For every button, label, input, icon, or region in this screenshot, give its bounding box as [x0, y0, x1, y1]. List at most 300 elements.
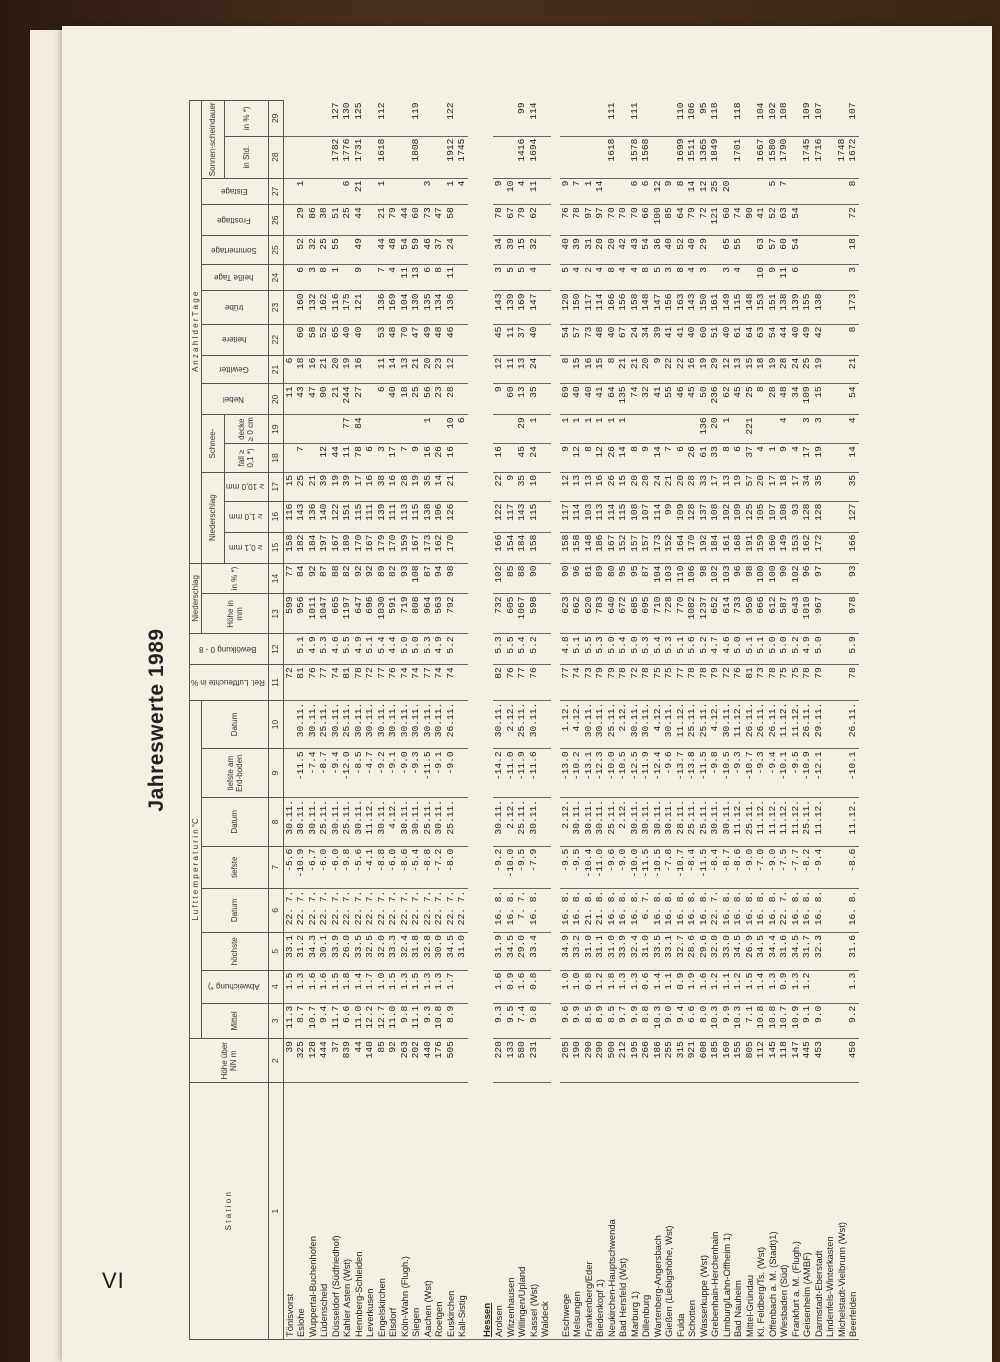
- table-cell: 102: [721, 501, 733, 532]
- table-cell: -11.5: [295, 749, 307, 798]
- table-cell: 88: [516, 563, 528, 594]
- station-name: Hennberg-Schleiden: [353, 1083, 365, 1340]
- table-row: [516, 101, 528, 1340]
- table-cell: 14: [652, 444, 664, 473]
- table-cell: 106: [433, 501, 445, 532]
- table-cell: 121: [353, 291, 365, 324]
- table-cell: 16. 8.: [675, 888, 687, 932]
- table-cell: 127: [847, 501, 859, 532]
- table-cell: 16. 8.: [560, 888, 572, 932]
- table-cell: 25.11.: [606, 798, 618, 847]
- table-cell: [686, 415, 698, 444]
- table-cell: -7.4: [307, 749, 319, 798]
- station-name: Wiesbaden (Süd): [778, 1083, 790, 1340]
- table-cell: [824, 798, 836, 847]
- table-cell: -9.0: [399, 749, 411, 798]
- table-cell: -8.4: [686, 846, 698, 888]
- table-cell: 11.12.: [813, 798, 825, 847]
- table-cell: 1.3: [847, 970, 859, 1003]
- table-cell: 4: [594, 264, 606, 291]
- table-cell: 33.3: [387, 932, 399, 970]
- table-cell: 33.1: [283, 932, 295, 970]
- table-cell: 1: [767, 444, 779, 473]
- table-cell: 115: [732, 291, 744, 324]
- table-cell: 150: [571, 291, 583, 324]
- table-cell: 0.9: [505, 970, 517, 1003]
- table-cell: 49: [422, 324, 434, 355]
- header-datum-2: Datum: [202, 798, 269, 847]
- table-cell: [295, 415, 307, 444]
- station-name: Eslohe: [295, 1083, 307, 1340]
- table-cell: 21: [353, 178, 365, 205]
- table-cell: 8: [629, 444, 641, 473]
- table-cell: 13: [516, 355, 528, 384]
- table-cell: 33.9: [617, 932, 629, 970]
- table-cell: 5.5: [341, 634, 353, 665]
- table-cell: [836, 384, 848, 415]
- station-name: Grebenhain-Herchenhain: [709, 1083, 721, 1340]
- header-eistage: Eistage: [220, 186, 248, 196]
- table-cell: 1011: [307, 594, 319, 634]
- table-cell: 25: [295, 472, 307, 501]
- table-cell: 103: [583, 501, 595, 532]
- table-cell: [456, 205, 468, 236]
- table-cell: [539, 136, 551, 178]
- table-cell: 145: [767, 1039, 779, 1083]
- table-cell: 62: [528, 205, 540, 236]
- table-cell: 10: [445, 415, 457, 444]
- table-cell: 1745: [456, 136, 468, 178]
- table-cell: 100: [652, 205, 664, 236]
- table-cell: 0.6: [640, 970, 652, 1003]
- table-cell: 10.3: [652, 1003, 664, 1038]
- table-cell: [433, 178, 445, 205]
- table-row: [583, 101, 595, 1340]
- table-cell: [836, 888, 848, 932]
- table-cell: [767, 415, 779, 444]
- table-cell: 6: [295, 264, 307, 291]
- table-cell: 22. 7.: [433, 888, 445, 932]
- table-cell: 1067: [516, 594, 528, 634]
- station-name: Düsseldorf (Südfriedhof): [330, 1083, 342, 1340]
- table-cell: 24: [790, 355, 802, 384]
- station-name: Offenbach a. M. (Stadt)1): [767, 1083, 779, 1340]
- table-cell: 81: [341, 665, 353, 700]
- table-cell: 46: [422, 236, 434, 265]
- table-cell: 16. 8.: [617, 888, 629, 932]
- table-cell: 45: [686, 384, 698, 415]
- table-cell: 113: [399, 501, 411, 532]
- table-cell: [283, 264, 295, 291]
- table-cell: [539, 1003, 551, 1038]
- table-cell: 25: [318, 236, 330, 265]
- table-cell: 1618: [606, 136, 618, 178]
- table-row: [399, 101, 411, 1340]
- table-cell: 20: [422, 355, 434, 384]
- table-cell: 21: [663, 472, 675, 501]
- table-cell: [836, 749, 848, 798]
- table-cell: -13.0: [560, 749, 572, 798]
- table-cell: 42: [617, 236, 629, 265]
- table-cell: [640, 415, 652, 444]
- table-cell: 109: [801, 101, 813, 137]
- table-cell: 47: [410, 324, 422, 355]
- table-cell: 11: [283, 384, 295, 415]
- table-cell: [364, 384, 376, 415]
- table-cell: 148: [640, 291, 652, 324]
- table-cell: [307, 101, 319, 137]
- table-cell: 22. 7.: [709, 888, 721, 932]
- table-row: [505, 101, 517, 1340]
- table-cell: 1618: [376, 136, 388, 178]
- table-cell: 89: [376, 563, 388, 594]
- table-cell: 1.6: [318, 970, 330, 1003]
- table-cell: 21: [376, 205, 388, 236]
- table-cell: [744, 178, 756, 205]
- table-cell: [836, 101, 848, 137]
- column-number: 14: [268, 563, 283, 594]
- table-cell: 4: [571, 264, 583, 291]
- table-cell: 15: [813, 384, 825, 415]
- table-cell: 114: [571, 501, 583, 532]
- table-cell: 61: [732, 324, 744, 355]
- table-cell: 16. 8.: [571, 888, 583, 932]
- table-cell: 136: [445, 291, 457, 324]
- table-cell: [364, 264, 376, 291]
- table-cell: [790, 136, 802, 178]
- table-cell: 16. 8.: [744, 888, 756, 932]
- table-cell: 25.11.: [318, 798, 330, 847]
- station-name: Wartenberg-Angersbach: [652, 1083, 664, 1340]
- table-cell: 138: [813, 291, 825, 324]
- table-cell: 16: [686, 355, 698, 384]
- table-cell: 31.0: [583, 932, 595, 970]
- table-cell: 1: [594, 415, 606, 444]
- table-cell: 231: [528, 1039, 540, 1083]
- table-cell: 1.2: [732, 970, 744, 1003]
- table-cell: 24: [629, 324, 641, 355]
- column-number: 15: [268, 532, 283, 563]
- table-cell: [399, 136, 411, 178]
- table-cell: -6.0: [387, 846, 399, 888]
- table-cell: [456, 264, 468, 291]
- table-cell: 176: [433, 1039, 445, 1083]
- table-cell: 20: [709, 415, 721, 444]
- table-cell: 90: [318, 384, 330, 415]
- table-cell: 16. 8.: [790, 888, 802, 932]
- table-cell: 1: [583, 178, 595, 205]
- table-cell: 695: [640, 594, 652, 634]
- table-cell: [456, 236, 468, 265]
- table-cell: [539, 236, 551, 265]
- table-cell: 1.6: [307, 970, 319, 1003]
- table-cell: 25: [801, 355, 813, 384]
- table-cell: 0.9: [778, 970, 790, 1003]
- table-cell: 77: [376, 665, 388, 700]
- table-row: [456, 101, 468, 1340]
- table-row: [686, 101, 698, 1340]
- table-cell: 35: [528, 384, 540, 415]
- table-cell: 106: [686, 101, 698, 137]
- table-cell: 24: [528, 444, 540, 473]
- table-cell: 19: [767, 355, 779, 384]
- table-cell: 30.11.: [364, 700, 376, 749]
- table-cell: 17: [767, 472, 779, 501]
- table-cell: [824, 101, 836, 137]
- table-cell: [456, 101, 468, 137]
- table-cell: 1: [606, 415, 618, 444]
- table-cell: 1: [295, 178, 307, 205]
- table-cell: 1.7: [364, 970, 376, 1003]
- table-cell: 4.12.: [571, 700, 583, 749]
- table-cell: 3: [813, 415, 825, 444]
- table-cell: 7: [295, 444, 307, 473]
- table-cell: 160: [295, 291, 307, 324]
- table-cell: 134: [433, 291, 445, 324]
- table-cell: -9.8: [341, 846, 353, 888]
- table-cell: 614: [721, 594, 733, 634]
- table-cell: 29: [709, 355, 721, 384]
- table-cell: 57: [744, 472, 756, 501]
- table-cell: [505, 136, 517, 178]
- station-name: Eschwege: [560, 1083, 572, 1340]
- table-cell: 45: [732, 384, 744, 415]
- station-name: Kahler Asten (Wst): [341, 1083, 353, 1340]
- table-cell: 11: [445, 264, 457, 291]
- table-cell: 111: [364, 501, 376, 532]
- row-gap: [551, 101, 560, 1340]
- table-cell: [364, 355, 376, 384]
- table-cell: -8.0: [445, 846, 457, 888]
- table-cell: 1.5: [387, 970, 399, 1003]
- table-cell: 31.0: [456, 932, 468, 970]
- table-cell: 34: [493, 236, 505, 265]
- table-cell: 125: [744, 501, 756, 532]
- table-cell: 49: [353, 236, 365, 265]
- table-cell: [422, 101, 434, 137]
- table-cell: 127: [330, 101, 342, 137]
- table-cell: 9.8: [528, 1003, 540, 1038]
- table-cell: 60: [698, 324, 710, 355]
- table-cell: 22. 7.: [318, 888, 330, 932]
- table-cell: 9.0: [663, 1003, 675, 1038]
- table-cell: 122: [493, 501, 505, 532]
- table-cell: 22. 7.: [456, 888, 468, 932]
- table-cell: 685: [629, 594, 641, 634]
- table-cell: 106: [686, 563, 698, 594]
- station-name: Leverkusen: [364, 1083, 376, 1340]
- station-name: Siegen: [410, 1083, 422, 1340]
- table-cell: 20: [640, 355, 652, 384]
- table-cell: 255: [663, 1039, 675, 1083]
- header-station: S t a t i o n: [190, 1083, 269, 1340]
- table-cell: 5.2: [528, 634, 540, 665]
- table-cell: 192: [698, 532, 710, 563]
- table-cell: 99: [663, 501, 675, 532]
- table-cell: 5.2: [445, 634, 457, 665]
- table-cell: 950: [744, 594, 756, 634]
- table-cell: -6.0: [318, 846, 330, 888]
- header-niederschlag: Niederschlag: [190, 563, 202, 634]
- table-cell: 1.3: [433, 970, 445, 1003]
- table-cell: 18: [778, 472, 790, 501]
- table-cell: 160: [721, 1039, 733, 1083]
- table-cell: 5.1: [744, 634, 756, 665]
- table-cell: -9.8: [709, 749, 721, 798]
- table-cell: [663, 136, 675, 178]
- table-body: [283, 101, 859, 1340]
- table-cell: 95: [617, 563, 629, 594]
- table-cell: 79: [606, 665, 618, 700]
- table-cell: [364, 136, 376, 178]
- table-cell: [539, 970, 551, 1003]
- table-cell: [836, 665, 848, 700]
- table-cell: [824, 665, 836, 700]
- table-cell: 104: [399, 291, 411, 324]
- table-cell: 5.0: [813, 634, 825, 665]
- table-cell: -11.5: [422, 749, 434, 798]
- table-cell: 96: [571, 563, 583, 594]
- table-cell: 35: [422, 472, 434, 501]
- column-number: 24: [268, 264, 283, 291]
- table-row: [606, 101, 618, 1340]
- table-cell: [456, 444, 468, 473]
- table-cell: 112: [755, 1039, 767, 1083]
- table-cell: 78: [353, 444, 365, 473]
- table-cell: 143: [493, 291, 505, 324]
- column-number: 28: [268, 136, 283, 178]
- table-cell: 107: [847, 101, 859, 137]
- table-cell: -14.2: [493, 749, 505, 798]
- table-cell: [456, 1039, 468, 1083]
- table-cell: 11: [528, 178, 540, 205]
- table-cell: 30.11.: [663, 700, 675, 749]
- table-cell: 109: [801, 384, 813, 415]
- table-cell: 25.11.: [516, 700, 528, 749]
- table-cell: 6: [629, 178, 641, 205]
- table-cell: 40: [341, 324, 353, 355]
- rotated-table-area: [145, 100, 885, 1340]
- table-cell: [836, 264, 848, 291]
- table-cell: 25: [709, 178, 721, 205]
- table-cell: 22. 7.: [341, 888, 353, 932]
- table-cell: 719: [399, 594, 411, 634]
- table-cell: -9.4: [330, 749, 342, 798]
- table-cell: [422, 136, 434, 178]
- table-cell: 32.5: [364, 932, 376, 970]
- table-cell: [505, 444, 517, 473]
- table-cell: 30.11.: [410, 700, 422, 749]
- table-cell: 1.7: [445, 970, 457, 1003]
- table-cell: [824, 355, 836, 384]
- header-lufttemperatur: L u f t t e m p e r a t u r i n °C: [190, 700, 202, 1038]
- table-cell: 8.9: [445, 1003, 457, 1038]
- table-cell: 31.1: [594, 932, 606, 970]
- table-cell: [539, 205, 551, 236]
- table-cell: [283, 136, 295, 178]
- table-cell: 104: [652, 563, 664, 594]
- table-cell: [456, 700, 468, 749]
- table-cell: 8: [433, 264, 445, 291]
- table-cell: 162: [433, 532, 445, 563]
- table-cell: 32.4: [399, 932, 411, 970]
- table-cell: 21: [318, 355, 330, 384]
- table-cell: 31.0: [640, 932, 652, 970]
- table-row: [755, 101, 767, 1340]
- table-cell: [539, 324, 551, 355]
- table-cell: 5.5: [505, 634, 517, 665]
- table-cell: -11.6: [528, 749, 540, 798]
- table-cell: 30.11.: [640, 700, 652, 749]
- table-cell: 696: [364, 594, 376, 634]
- table-cell: [330, 178, 342, 205]
- table-cell: 10.8: [433, 1003, 445, 1038]
- table-cell: [318, 136, 330, 178]
- table-cell: [387, 415, 399, 444]
- table-cell: 4.9: [307, 634, 319, 665]
- table-cell: [283, 178, 295, 205]
- table-cell: [790, 415, 802, 444]
- table-cell: 0.8: [583, 970, 595, 1003]
- table-cell: [571, 136, 583, 178]
- table-cell: [824, 1003, 836, 1038]
- table-cell: [456, 563, 468, 594]
- table-cell: 39: [571, 236, 583, 265]
- table-cell: [732, 178, 744, 205]
- table-cell: [456, 970, 468, 1003]
- table-cell: 140: [318, 501, 330, 532]
- group-gap: [468, 101, 477, 1340]
- station-name: Lüdenscheid: [318, 1083, 330, 1340]
- header-heisse: heiße Tage: [214, 273, 254, 283]
- table-row: [594, 101, 606, 1340]
- table-cell: 1699: [675, 136, 687, 178]
- table-cell: 34.4: [767, 932, 779, 970]
- table-cell: 34.5: [732, 932, 744, 970]
- table-cell: 16: [307, 355, 319, 384]
- table-cell: 76: [528, 665, 540, 700]
- table-cell: 1.12.: [560, 700, 572, 749]
- table-cell: [399, 178, 411, 205]
- table-row: [721, 101, 733, 1340]
- table-cell: 30.11.: [376, 700, 388, 749]
- table-cell: -9.0: [744, 846, 756, 888]
- table-cell: [813, 205, 825, 236]
- table-cell: 16. 8.: [732, 888, 744, 932]
- table-cell: 22: [675, 355, 687, 384]
- table-cell: 6.6: [341, 1003, 353, 1038]
- table-cell: 159: [399, 532, 411, 563]
- table-cell: 20: [629, 472, 641, 501]
- table-cell: 54: [399, 236, 411, 265]
- header-mittel: Mittel: [202, 1003, 269, 1038]
- table-cell: 9.9: [571, 1003, 583, 1038]
- column-number: 17: [268, 472, 283, 501]
- table-row: [629, 101, 641, 1340]
- table-cell: 54: [767, 324, 779, 355]
- table-cell: 4: [755, 444, 767, 473]
- table-cell: 34.5: [445, 932, 457, 970]
- table-cell: 26: [433, 444, 445, 473]
- table-cell: 54: [847, 384, 859, 415]
- table-cell: 30.11.: [493, 798, 505, 847]
- table-cell: 19: [341, 355, 353, 384]
- table-cell: 5.3: [663, 634, 675, 665]
- table-cell: 92: [387, 1039, 399, 1083]
- table-cell: 186: [652, 1039, 664, 1083]
- table-cell: 34.5: [505, 932, 517, 970]
- table-cell: 605: [505, 594, 517, 634]
